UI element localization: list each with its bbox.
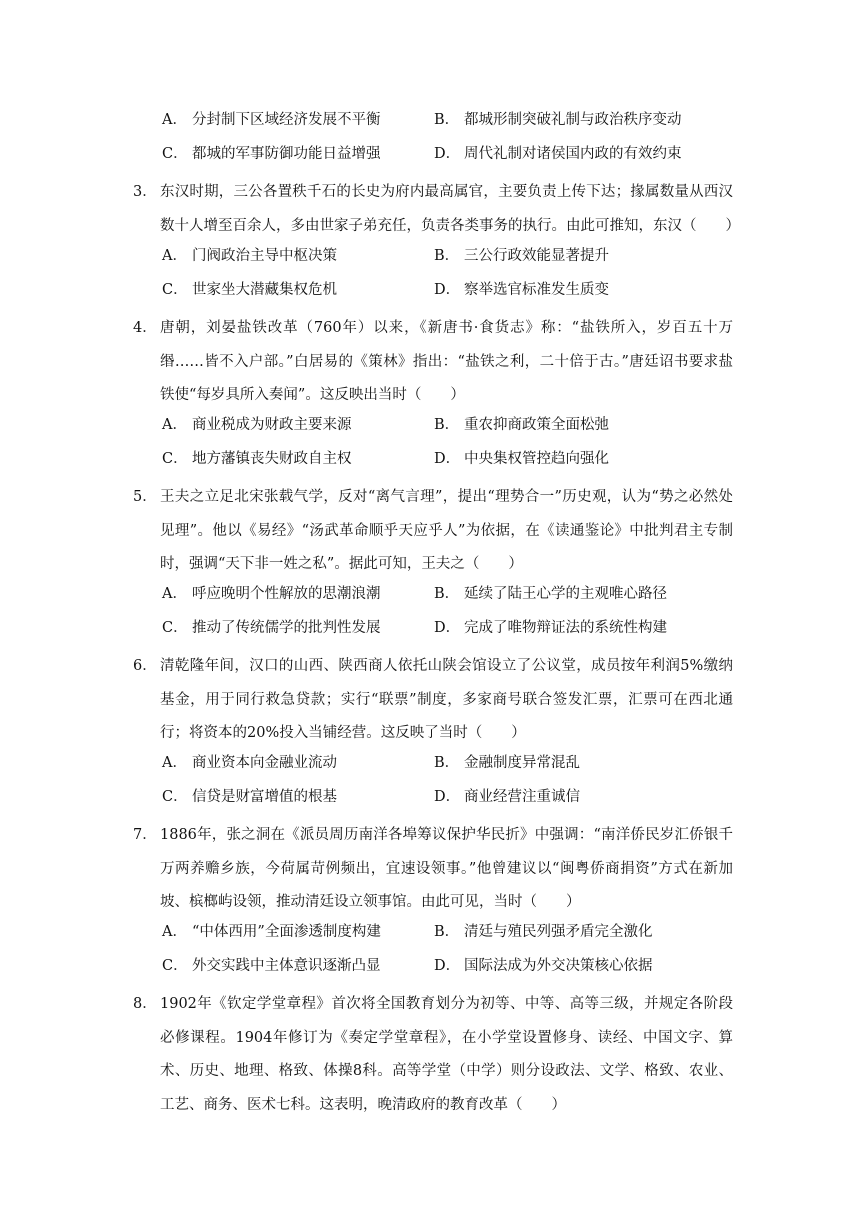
question-stem: 清乾隆年间，汉口的山西、陕西商人依托山陕会馆设立了公议堂，成员按年利润5%缴纳基金，用于同行救急贷款；实行“联票”制度，多家商号联合签发汇票，汇票可在西北通行；将资本的20%投入当铺经营。这反映了当时（ ） — [160, 658, 733, 742]
option-a[interactable]: A． 呼应晚明个性解放的思潮浪潮 — [162, 586, 381, 602]
option-b[interactable]: B． 金融制度异常混乱 — [434, 755, 580, 771]
question-7: 7． 1886年，张之洞在《派员周历南洋各埠筹议保护华民折》中强调：“南洋侨民岁汇侨银千万两养赡乡族，今荷属苛例频出，宜速设领事。”他曾建议以“闽粤侨商捐资”方式在新加坡、槟榔屿设领，推动清廷设立领事馆。由此可见，当时（ ） — [133, 819, 733, 920]
option-row — [162, 785, 762, 809]
question-stem: 唐朝，刘晏盐铁改革（760年）以来，《新唐书·食货志》称：“盐铁所入，岁百五十万缗……皆不入户部。”白居易的《策林》指出：“盐铁之利，二十倍于古。”唐廷诏书要求盐铁使“每岁具所入奏闻”。这反映出当时（ ） — [160, 320, 733, 404]
option-row — [162, 582, 762, 606]
option-b[interactable]: B． 延续了陆王心学的主观唯心路径 — [434, 586, 667, 602]
option-d[interactable]: D． 察举选官标准发生质变 — [434, 282, 609, 298]
option-row — [162, 447, 762, 471]
option-c[interactable]: C． 都城的军事防御功能日益增强 — [162, 146, 381, 162]
option-a[interactable]: A． 门阀政治主导中枢决策 — [162, 248, 337, 264]
option-a[interactable]: A． 分封制下区域经济发展不平衡 — [162, 112, 381, 128]
option-c[interactable]: C． 世家坐大潜藏集权危机 — [162, 282, 337, 298]
option-row — [162, 616, 762, 640]
option-c[interactable]: C． 推动了传统儒学的批判性发展 — [162, 620, 381, 636]
option-a[interactable]: A． “中体西用”全面渗透制度构建 — [162, 924, 381, 940]
question-8: 8． 1902年《钦定学堂章程》首次将全国教育划分为初等、中等、高等三级，并规定各阶段必修课程。1904年修订为《奏定学堂章程》，在小学堂设置修身、读经、中国文字、算术、历史、地理、格致、体操8科。高等学堂（中学）则分设政法、文学、格致、农业、工艺、商务、医术七科。这表明，晚清政府的教育改革（ ） — [133, 988, 733, 1123]
option-d[interactable]: D． 中央集权管控趋向强化 — [434, 451, 609, 467]
question-3: 3． 东汉时期，三公各置秩千石的长史为府内最高属官，主要负责上传下达；掾属数量从西汉数十人增至百余人，多由世家子弟充任，负责各类事务的执行。由此可推知，东汉（ ） — [133, 176, 733, 243]
option-d[interactable]: D． 完成了唯物辩证法的系统性构建 — [434, 620, 667, 636]
option-d[interactable]: D． 周代礼制对诸侯国内政的有效约束 — [434, 146, 682, 162]
option-b[interactable]: B． 重农抑商政策全面松弛 — [434, 417, 609, 433]
option-a[interactable]: A． 商业资本向金融业流动 — [162, 755, 337, 771]
option-row — [162, 751, 762, 775]
option-a[interactable]: A． 商业税成为财政主要来源 — [162, 417, 352, 433]
option-b[interactable]: B． 都城形制突破礼制与政治秩序变动 — [434, 112, 682, 128]
option-c[interactable]: C． 外交实践中主体意识逐渐凸显 — [162, 958, 381, 974]
option-row — [162, 142, 762, 166]
question-stem: 东汉时期，三公各置秩千石的长史为府内最高属官，主要负责上传下达；掾属数量从西汉数十人增至百余人，多由世家子弟充任，负责各类事务的执行。由此可推知，东汉（ ） — [160, 184, 740, 234]
option-row — [162, 108, 762, 132]
option-b[interactable]: B． 三公行政效能显著提升 — [434, 248, 609, 264]
question-stem: 王夫之立足北宋张载气学，反对“离气言理”，提出“理势合一”历史观，认为“势之必然处见理”。他以《易经》“汤武革命顺乎天应乎人”为依据，在《读通鉴论》中批判君主专制时，强调“天下非一姓之私”。据此可知，王夫之（ ） — [160, 489, 733, 573]
option-c[interactable]: C． 信贷是财富增值的根基 — [162, 789, 337, 805]
option-d[interactable]: D． 国际法成为外交决策核心依据 — [434, 958, 653, 974]
question-stem: 1902年《钦定学堂章程》首次将全国教育划分为初等、中等、高等三级，并规定各阶段必修课程。1904年修订为《奏定学堂章程》，在小学堂设置修身、读经、中国文字、算术、历史、地理、格致、体操8科。高等学堂（中学）则分设政法、文学、格致、农业、工艺、商务、医术七科。这表明，晚清政府的教育改革（ ） — [160, 996, 733, 1114]
question-5: 5． 王夫之立足北宋张载气学，反对“离气言理”，提出“理势合一”历史观，认为“势之必然处见理”。他以《易经》“汤武革命顺乎天应乎人”为依据，在《读通鉴论》中批判君主专制时，强调“天下非一姓之私”。据此可知，王夫之（ ） — [133, 481, 733, 582]
question-stem: 1886年，张之洞在《派员周历南洋各埠筹议保护华民折》中强调：“南洋侨民岁汇侨银千万两养赡乡族，今荷属苛例频出，宜速设领事。”他曾建议以“闽粤侨商捐资”方式在新加坡、槟榔屿设领，推动清廷设立领事馆。由此可见，当时（ ） — [160, 827, 733, 911]
option-c[interactable]: C． 地方藩镇丧失财政自主权 — [162, 451, 352, 467]
option-row — [162, 920, 762, 944]
option-b[interactable]: B． 清廷与殖民列强矛盾完全激化 — [434, 924, 653, 940]
option-row — [162, 413, 762, 437]
option-row — [162, 244, 762, 268]
option-row — [162, 954, 762, 978]
question-4: 4． 唐朝，刘晏盐铁改革（760年）以来，《新唐书·食货志》称：“盐铁所入，岁百五十万缗……皆不入户部。”白居易的《策林》指出：“盐铁之利，二十倍于古。”唐廷诏书要求盐铁使“每岁具所入奏闻”。这反映出当时（ ） — [133, 312, 733, 413]
question-6: 6． 清乾隆年间，汉口的山西、陕西商人依托山陕会馆设立了公议堂，成员按年利润5%缴纳基金，用于同行救急贷款；实行“联票”制度，多家商号联合签发汇票，汇票可在西北通行；将资本的20%投入当铺经营。这反映了当时（ ） — [133, 650, 733, 751]
option-d[interactable]: D． 商业经营注重诚信 — [434, 789, 580, 805]
option-row — [162, 278, 762, 302]
